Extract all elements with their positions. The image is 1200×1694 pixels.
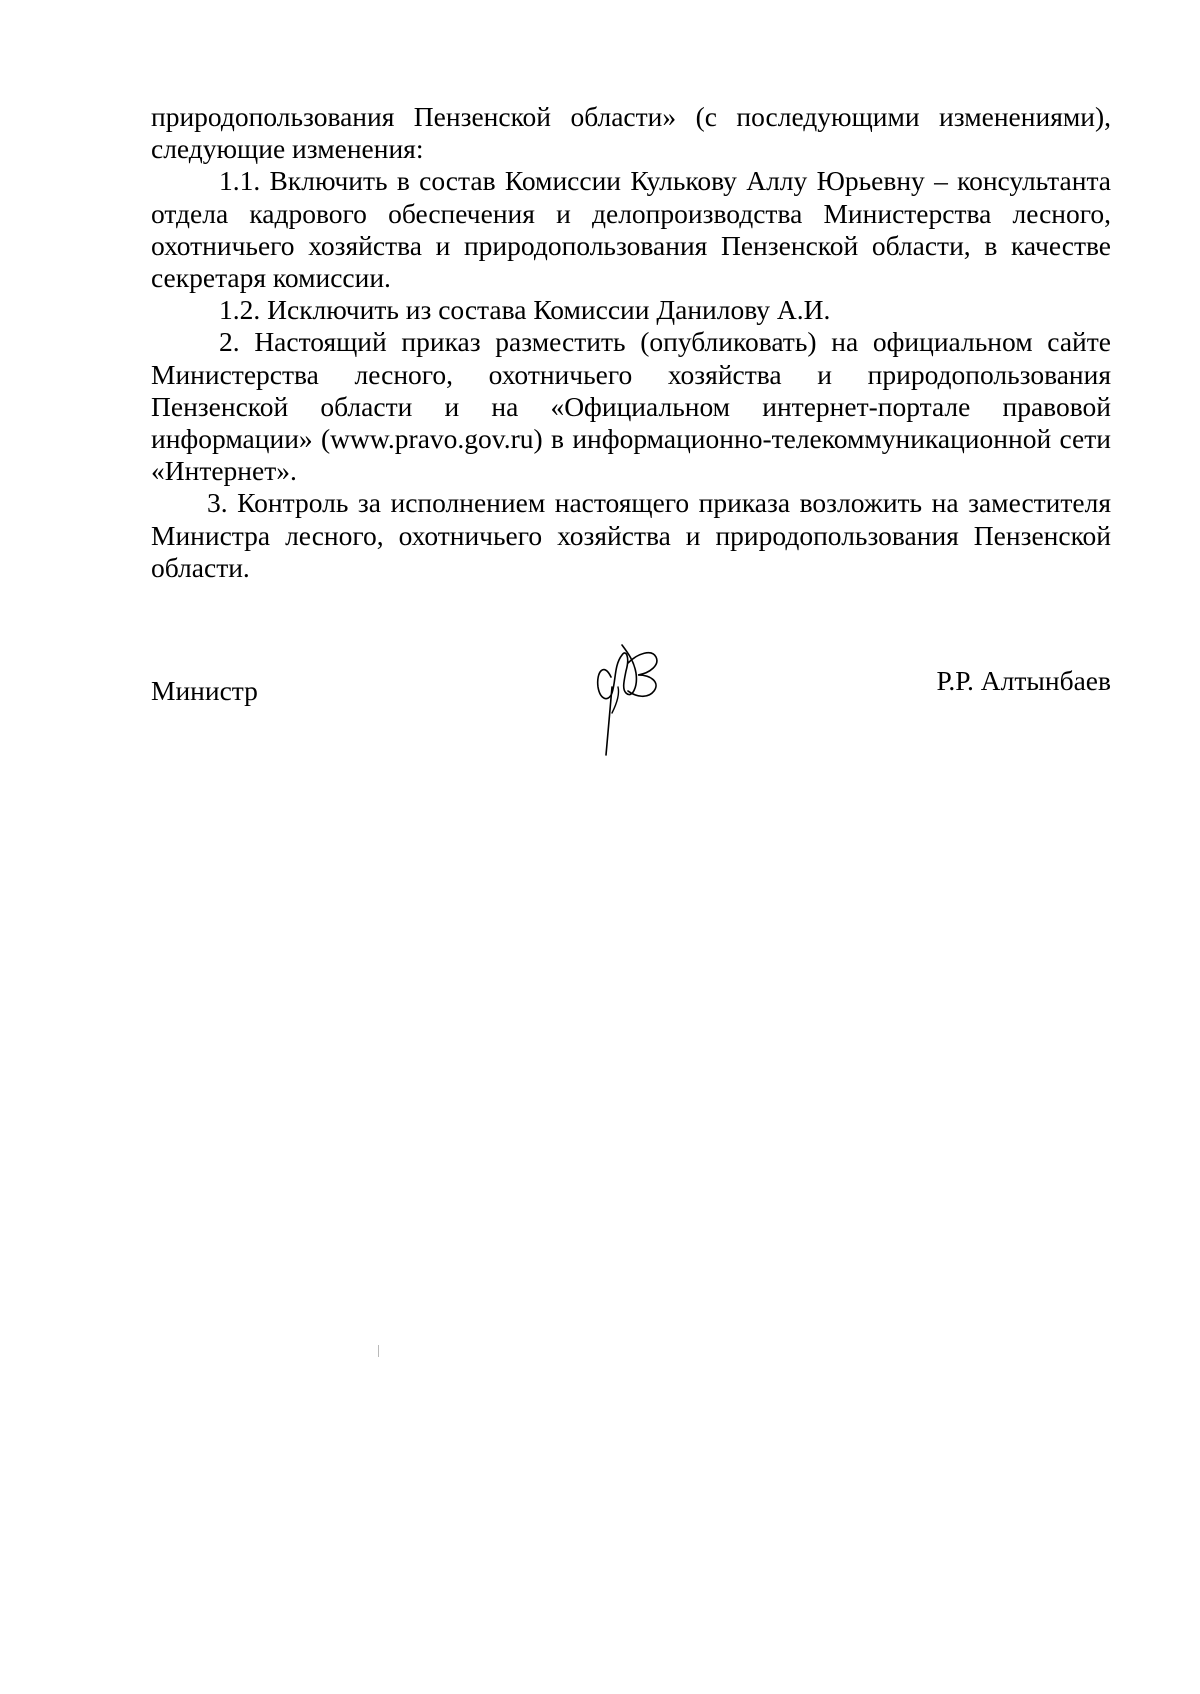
scan-artifact: [378, 1345, 379, 1357]
signatory-title: Министр: [151, 675, 258, 706]
signature-block: [151, 665, 1111, 765]
signatory-name: Р.Р. Алтынбаев: [936, 665, 1111, 696]
paragraph-item-1-2: 1.2. Исключить из состава Комиссии Данилову А.И.: [219, 294, 831, 326]
paragraph-continuation: природопользования Пензенской области» (с последующими изменениями),: [151, 101, 1111, 132]
paragraph-changes-intro: следующие изменения:: [151, 133, 424, 165]
paragraph-item-3: 3. Контроль за исполнением настоящего приказа возложить на заместителя Министра лесного, охотничьего хозяйства и природопользования Пензенской области.: [151, 487, 1111, 583]
paragraph-item-1-1: 1.1. Включить в состав Комиссии Кулькову Аллу Юрьевну – консультанта отдела кадрового обеспечения и делопроизводства Министерства лесного, охотничьего хозяйства и природопользования Пензенской области, в качестве секретаря комиссии.: [151, 165, 1111, 294]
document-body: [151, 101, 1111, 584]
paragraph-item-2: 2. Настоящий приказ разместить (опубликовать) на официальном сайте Министерства лесного, охотничьего хозяйства и природопользования Пензенской области и на «Официальном интернет-портале правовой информации» (www.pravo.gov.ru) в информационно-телекоммуникационной сети «Интернет».: [151, 326, 1111, 487]
handwritten-signature: [566, 627, 666, 757]
